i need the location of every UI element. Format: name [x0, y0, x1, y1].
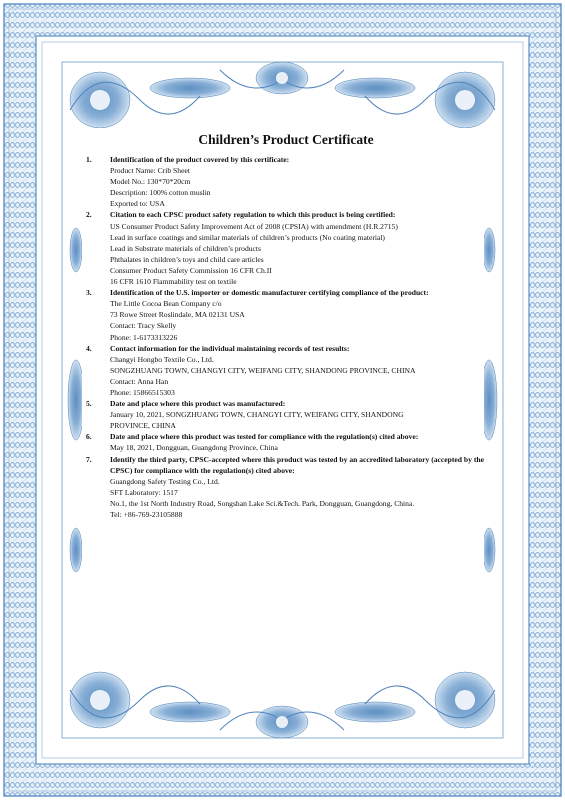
section-line: 16 CFR 1610 Flammability test on textile	[110, 277, 237, 287]
section-line: Phthalates in children’s toys and child care articles	[110, 254, 264, 264]
certificate-section	[86, 398, 486, 431]
section-line: SONGZHUANG TOWN, CHANGYI CITY, WEIFANG CITY, SHANDONG PROVINCE, CHINA	[110, 365, 416, 375]
section-heading: Identification of the U.S. importer or domestic manufacturer certifying compliance of the product:	[110, 288, 429, 298]
section-number: 3.	[86, 288, 92, 298]
section-line: Lead in surface coatings and similar materials of children’s products (No coating material)	[110, 232, 385, 242]
section-line: Tel: +86-769-23105888	[110, 510, 183, 519]
section-line: Lead in Substrate materials of children’s products	[110, 243, 261, 253]
section-number: 5.	[86, 399, 92, 409]
section-heading: Citation to each CPSC product safety regulation to which this product is being certified:	[110, 210, 396, 220]
certificate-body	[86, 132, 486, 520]
section-line: Model No.: 130*70*20cm	[110, 177, 191, 187]
section-line: Exported to: USA	[110, 199, 165, 209]
certificate-section	[86, 209, 486, 287]
section-line: January 10, 2021, SONGZHUANG TOWN, CHANGYI CITY, WEIFANG CITY, SHANDONG	[110, 410, 404, 420]
section-line: US Consumer Product Safety Improvement Act of 2008 (CPSIA) with amendment (H.R.2715)	[110, 221, 398, 231]
section-number: 2.	[86, 210, 92, 220]
section-heading: Identify the third party, CPSC-accepted where this product was tested by an accredited laboratory (accepted by the CPSC) for compliance with the regulation(s) cited above:	[110, 454, 484, 475]
section-line: Description: 100% cotton muslin	[110, 188, 211, 198]
section-number: 6.	[86, 432, 92, 442]
section-line: Product Name: Crib Sheet	[110, 166, 190, 176]
certificate-section	[86, 287, 486, 342]
section-heading: Identification of the product covered by this certificate:	[110, 155, 290, 164]
section-line: No.1, the 1st North Industry Road, Songshan Lake Sci.&Tech. Park, Dongguan, Guangdong, China.	[110, 498, 415, 508]
section-line: Guangdong Safety Testing Co., Ltd.	[110, 476, 220, 486]
section-number: 4.	[86, 343, 92, 353]
section-number: 1.	[86, 155, 92, 164]
section-list	[86, 154, 486, 520]
certificate-section	[86, 431, 486, 453]
section-line: Changyi Hongbo Textile Co., Ltd.	[110, 354, 214, 364]
section-heading: Contact information for the individual maintaining records of test results:	[110, 343, 350, 353]
section-line: Phone: 1-6173313226	[110, 332, 178, 342]
section-heading: Date and place where this product was tested for compliance with the regulation(s) cited above:	[110, 432, 419, 442]
section-line: PROVINCE, CHINA	[110, 421, 176, 431]
section-line: Contact: Tracy Skelly	[110, 321, 177, 331]
section-heading: Date and place where this product was manufactured:	[110, 399, 286, 409]
certificate-section	[86, 154, 486, 209]
section-line: 73 Rowe Street Roslindale, MA 02131 USA	[110, 310, 245, 320]
section-line: The Little Cocoa Bean Company c/o	[110, 299, 222, 309]
section-line: Consumer Product Safety Commission 16 CFR Ch.II	[110, 265, 272, 275]
section-line: Phone: 15866515303	[110, 387, 175, 397]
section-line: Contact: Anna Han	[110, 376, 169, 386]
certificate-section	[86, 454, 486, 521]
certificate-section	[86, 343, 486, 398]
section-line: May 18, 2021, Dongguan, Guangdong Province, China	[110, 443, 278, 453]
certificate-title: Children’s Product Certificate	[198, 132, 374, 147]
section-number: 7.	[86, 454, 92, 464]
section-line: SFT Laboratory: 1517	[110, 487, 178, 497]
